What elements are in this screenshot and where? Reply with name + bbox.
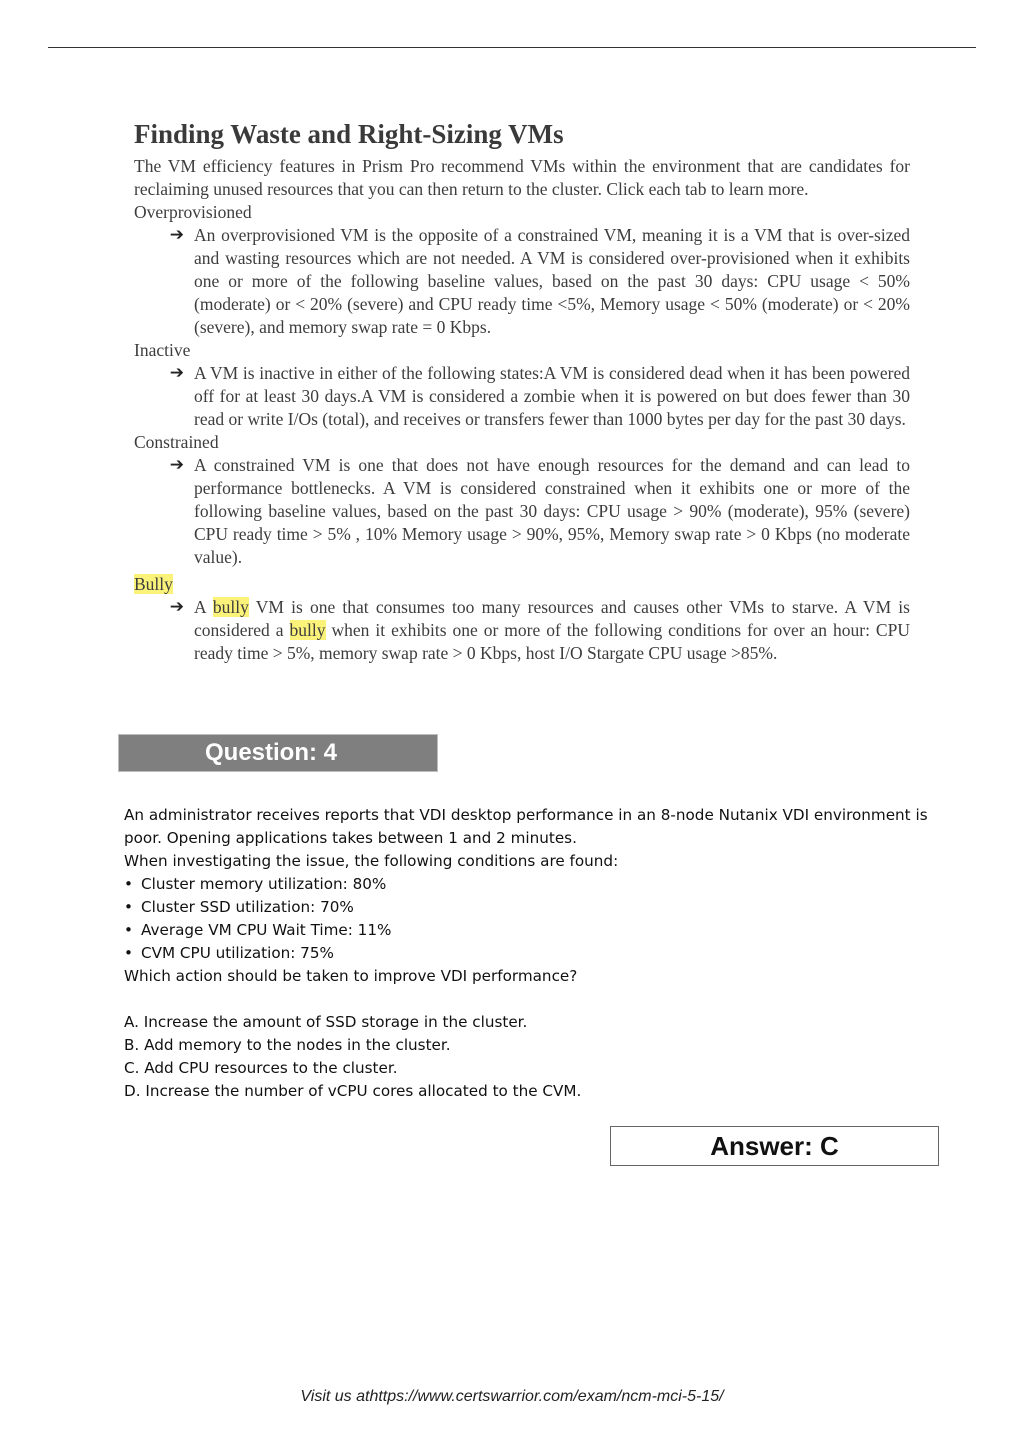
text-run: VM is one that consumes too many resources and causes other VMs to starve. A VM is considered a (194, 597, 910, 640)
highlight: Bully (134, 574, 173, 594)
option-b: B. Add memory to the nodes in the cluster. (124, 1036, 451, 1054)
section-heading-inactive: Inactive (134, 340, 191, 360)
section-heading-bully (134, 573, 910, 596)
answer-box: Answer: C (610, 1126, 939, 1166)
section-text-constrained: A constrained VM is one that does not have enough resources for the demand and can lead to performance bottlenecks. A VM is considered constrained when it exhibits one or more of the following baseline values, based on the past 30 days: CPU usage > 90% (moderate), 95% (severe) CPU ready time > 5% , 10% Memory usage > 90%, 95%, Memory swap rate > 0 Kbps (no moderate value). (194, 455, 910, 567)
arrow-icon: ➔ (169, 363, 184, 383)
section-text-bully (194, 596, 910, 665)
section-bullet (134, 224, 910, 339)
list-item: • Average VM CPU Wait Time: 11% (124, 919, 944, 942)
question-body (124, 804, 944, 1103)
list-item: • Cluster memory utilization: 80% (124, 873, 944, 896)
question-prompt: Which action should be taken to improve VDI performance? (124, 967, 578, 985)
text-run: A (194, 597, 213, 617)
list-item: • Cluster SSD utilization: 70% (124, 896, 944, 919)
highlight: bully (212, 597, 249, 617)
section-bullet (134, 596, 910, 665)
footer-link[interactable]: Visit us athttps://www.certswarrior.com/exam/ncm-mci-5-15/ (300, 1388, 724, 1405)
text-run: when it exhibits one or more of the following conditions for over an hour: CPU ready time > 5%, memory swap rate > 0 Kbps, host I/O Stargate CPU usage >85%. (194, 620, 910, 663)
section-text-overprovisioned: An overprovisioned VM is the opposite of a constrained VM, meaning it is a VM that is over-sized and wasting resources which are not needed. A VM is considered over-provisioned when it exhibits one or more of the following baseline values, based on the past 30 days: CPU usage < 50% (moderate) or < 20% (severe) and CPU ready time <5%, Memory usage < 50% (moderate) or < 20% (severe), and memory swap rate = 0 Kbps. (194, 225, 910, 337)
section-text-inactive: A VM is inactive in either of the following states:A VM is considered dead when it has been powered off for at least 30 days.A VM is considered a zombie when it is powered on but does fewer than 30 read or write I/Os (total), and receives or transfers fewer than 1000 bytes per day for the past 30 days. (194, 363, 910, 429)
arrow-icon: ➔ (169, 225, 184, 245)
section-bullet (134, 362, 910, 431)
highlight: bully (289, 620, 326, 640)
list-item: • CVM CPU utilization: 75% (124, 942, 944, 965)
excerpt-title: Finding Waste and Right-Sizing VMs (134, 119, 564, 149)
question-stem: An administrator receives reports that VDI desktop performance in an 8-node Nutanix VDI environment is poor. Opening applications takes between 1 and 2 minutes. (124, 806, 928, 847)
header-rule (48, 47, 976, 48)
question-stem-2: When investigating the issue, the following conditions are found: (124, 852, 619, 870)
option-d: D. Increase the number of vCPU cores allocated to the CVM. (124, 1082, 582, 1100)
arrow-icon: ➔ (169, 597, 184, 617)
section-heading-overprovisioned: Overprovisioned (134, 202, 252, 222)
question-banner: Question: 4 (118, 734, 438, 772)
conditions-list (124, 873, 944, 965)
excerpt-intro: The VM efficiency features in Prism Pro recommend VMs within the environment that are candidates for reclaiming unused resources that you can then return to the cluster. Click each tab to learn more. (134, 156, 910, 199)
option-a: A. Increase the amount of SSD storage in the cluster. (124, 1013, 528, 1031)
section-bullet (134, 454, 910, 569)
arrow-icon: ➔ (169, 455, 184, 475)
reference-excerpt (134, 117, 910, 665)
option-c: C. Add CPU resources to the cluster. (124, 1059, 398, 1077)
section-heading-constrained: Constrained (134, 432, 219, 452)
